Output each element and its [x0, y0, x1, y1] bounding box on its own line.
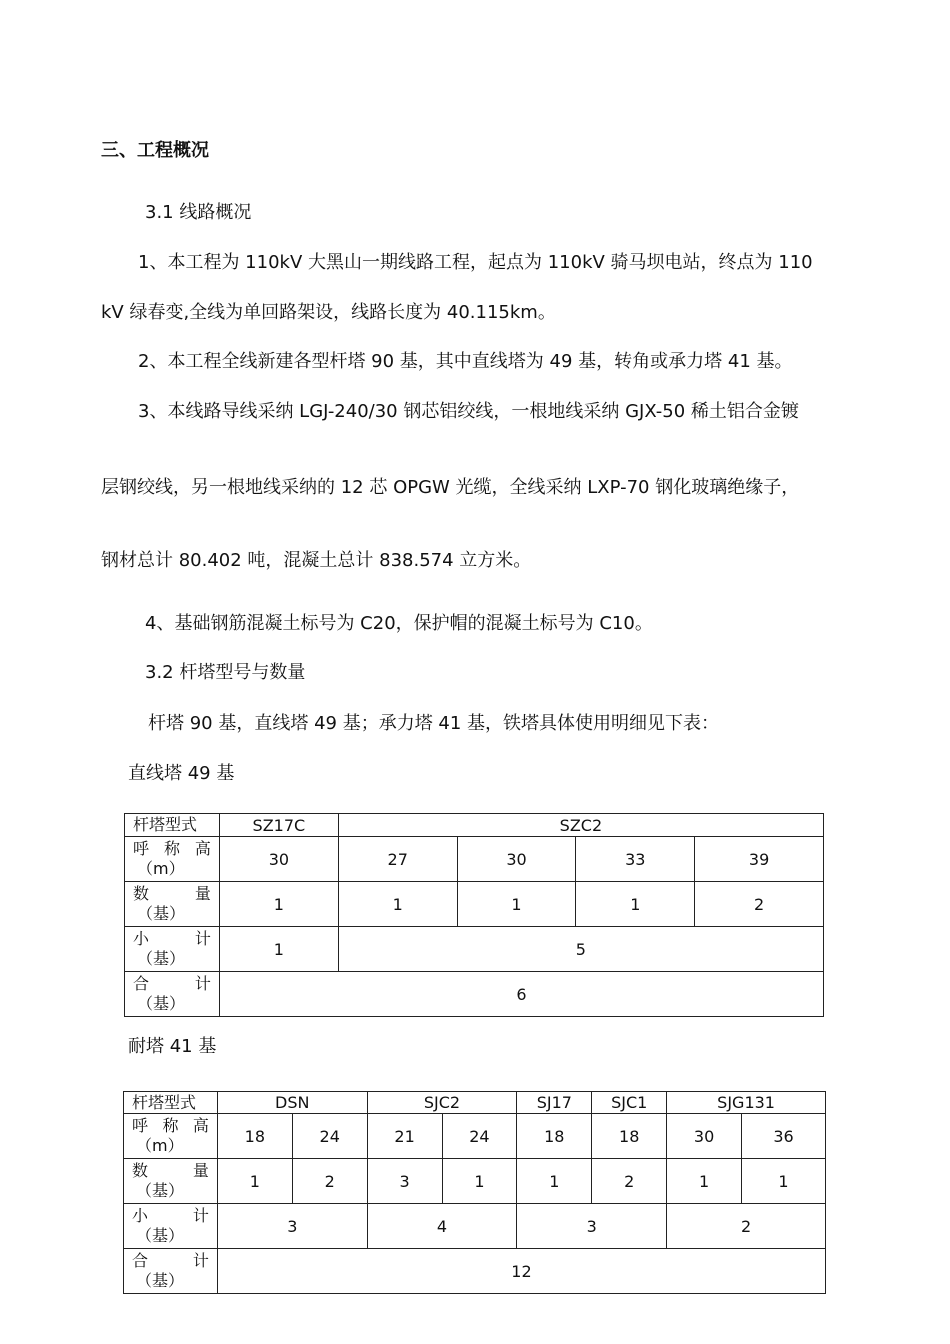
- type-cell: DSN: [217, 1092, 367, 1114]
- section-heading: 三、工程概况: [101, 140, 209, 161]
- count-cell: 2: [292, 1159, 367, 1204]
- table-row: [125, 837, 824, 882]
- tower-summary: 杆塔 90 基，直线塔 49 基；承力塔 41 基，铁塔具体使用明细见下表：: [148, 713, 720, 734]
- subtotal-cell: 2: [667, 1204, 826, 1249]
- height-cell: 30: [219, 837, 338, 882]
- paragraph-1-line-1: 1、本工程为 110kV 大黑山一期线路工程，起点为 110kV 骑马坝电站，终点为 110: [138, 252, 813, 273]
- table-row: [124, 1249, 826, 1294]
- row-label-height: 呼 称 高 （m）: [125, 837, 220, 882]
- type-cell: SZ17C: [219, 814, 338, 837]
- type-cell: SJC2: [367, 1092, 517, 1114]
- table-row: [125, 814, 824, 837]
- subsection-3-2-title: 3.2 杆塔型号与数量: [145, 662, 306, 683]
- subtotal-cell: 4: [367, 1204, 517, 1249]
- table-row: [124, 1204, 826, 1249]
- subtotal-cell: 3: [217, 1204, 367, 1249]
- count-cell: 1: [338, 882, 457, 927]
- table-row: [124, 1159, 826, 1204]
- count-cell: 1: [517, 1159, 592, 1204]
- row-label-total: 合 计 （基）: [124, 1249, 218, 1294]
- row-label-subtotal: 小 计 （基）: [125, 927, 220, 972]
- table-row: [125, 927, 824, 972]
- row-label-count: 数 量 （基）: [124, 1159, 218, 1204]
- type-cell: SJ17: [517, 1092, 592, 1114]
- row-label-subtotal: 小 计 （基）: [124, 1204, 218, 1249]
- count-cell: 1: [457, 882, 576, 927]
- subtotal-cell: 1: [219, 927, 338, 972]
- height-cell: 36: [742, 1114, 826, 1159]
- count-cell: 1: [442, 1159, 517, 1204]
- height-cell: 24: [442, 1114, 517, 1159]
- height-cell: 30: [457, 837, 576, 882]
- height-cell: 30: [667, 1114, 742, 1159]
- tension-tower-table: [123, 1091, 826, 1294]
- count-cell: 3: [367, 1159, 442, 1204]
- height-cell: 27: [338, 837, 457, 882]
- row-label-type: 杆塔型式: [125, 814, 220, 837]
- height-cell: 33: [576, 837, 695, 882]
- table2-caption: 耐塔 41 基: [128, 1036, 217, 1057]
- subsection-3-1-title: 3.1 线路概况: [145, 202, 252, 223]
- count-cell: 1: [576, 882, 695, 927]
- row-label-total: 合 计 （基）: [125, 972, 220, 1017]
- paragraph-4: 4、基础钢筋混凝土标号为 C20，保护帽的混凝土标号为 C10。: [145, 613, 653, 634]
- paragraph-3-line-1: 3、本线路导线采纳 LGJ-240/30 钢芯铝绞线，一根地线采纳 GJX-50 稀土铝合金镀: [138, 401, 799, 422]
- count-cell: 1: [742, 1159, 826, 1204]
- height-cell: 24: [292, 1114, 367, 1159]
- subtotal-cell: 3: [517, 1204, 667, 1249]
- table-row: [124, 1092, 826, 1114]
- table-row: [125, 972, 824, 1017]
- count-cell: 2: [592, 1159, 667, 1204]
- row-label-height: 呼 称 高 （m）: [124, 1114, 218, 1159]
- count-cell: 1: [667, 1159, 742, 1204]
- paragraph-2: 2、本工程全线新建各型杆塔 90 基，其中直线塔为 49 基，转角或承力塔 41 基。: [138, 351, 793, 372]
- paragraph-3-line-2: 层钢绞线，另一根地线采纳的 12 芯 OPGW 光缆，全线采纳 LXP-70 钢化玻璃绝缘子，: [101, 477, 800, 498]
- table-row: [125, 882, 824, 927]
- subtotal-cell: 5: [338, 927, 823, 972]
- count-cell: 2: [695, 882, 824, 927]
- paragraph-1-line-2: kV 绿春变,全线为单回路架设，线路长度为 40.115km。: [101, 302, 556, 323]
- total-cell: 12: [217, 1249, 825, 1294]
- straight-tower-table: [124, 813, 824, 1017]
- height-cell: 18: [592, 1114, 667, 1159]
- height-cell: 21: [367, 1114, 442, 1159]
- height-cell: 18: [517, 1114, 592, 1159]
- type-cell: SZC2: [338, 814, 823, 837]
- count-cell: 1: [217, 1159, 292, 1204]
- row-label-count: 数 量 （基）: [125, 882, 220, 927]
- height-cell: 18: [217, 1114, 292, 1159]
- count-cell: 1: [219, 882, 338, 927]
- type-cell: SJC1: [592, 1092, 667, 1114]
- height-cell: 39: [695, 837, 824, 882]
- paragraph-3-line-3: 钢材总计 80.402 吨，混凝土总计 838.574 立方米。: [101, 550, 532, 571]
- row-label-type: 杆塔型式: [124, 1092, 218, 1114]
- type-cell: SJG131: [667, 1092, 826, 1114]
- table1-caption: 直线塔 49 基: [128, 763, 235, 784]
- total-cell: 6: [219, 972, 823, 1017]
- table-row: [124, 1114, 826, 1159]
